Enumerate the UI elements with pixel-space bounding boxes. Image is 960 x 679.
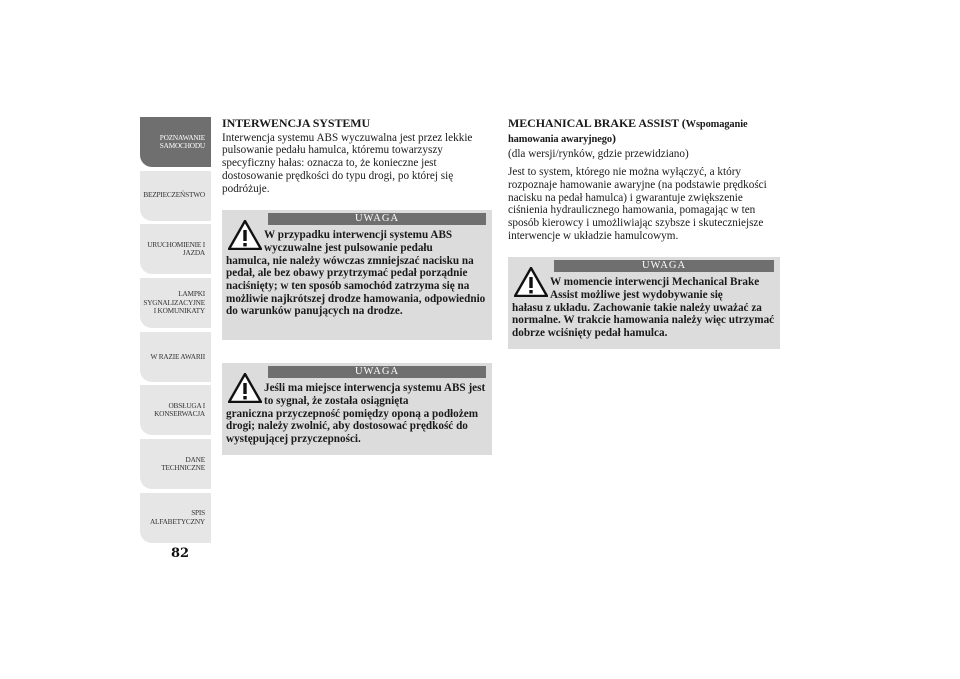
tab-label: OBSŁUGA I KONSERWACJA: [154, 400, 205, 419]
warning-title: UWAGA: [268, 366, 486, 378]
tab-w-razie-awarii[interactable]: [140, 332, 211, 382]
right-column: [508, 117, 780, 349]
tab-label: BEZPIECZEŃSTWO: [143, 190, 205, 200]
section-heading: INTERWENCJA SYSTEMU: [222, 116, 371, 130]
availability-note: (dla wersji/rynków, gdzie przewidziano): [508, 148, 689, 161]
warning-triangle-icon: [228, 373, 262, 403]
tab-uruchomienie-i-jazda[interactable]: [140, 224, 211, 274]
tab-poznawanie-samochodu[interactable]: [140, 117, 211, 167]
warning-text-rest: graniczna przyczepność pomiędzy oponą a podłożem drogi; należy zwolnić, aby dostosować prędkość do występującej przyczepności.: [226, 407, 479, 446]
warning-triangle-icon: [228, 220, 262, 250]
warning-triangle-icon: [514, 267, 548, 297]
heading-sub: Wspomaganie hamowania awaryjnego: [508, 119, 748, 145]
warning-text-rest: hamulca, nie należy wówczas zmniejszać nacisku na pedał, ale bez obawy przytrzymać pedał porządnie naciśnięty; w ten sposób samochód zatrzyma się na możliwie najkrótszej drodze hamowania, odpowiednio do warunków panujących na drodze.: [226, 254, 486, 318]
warning-text-first: W przypadku interwencji systemu ABS wyczuwalne jest pulsowanie pedału: [264, 229, 453, 254]
warning-text-rest: hałasu z układu. Zachowanie takie należy uważać za normalne. W trakcie hamowania należy więc utrzymać dobrze wciśnięty pedał hamulca.: [512, 301, 775, 340]
tab-label: POZNAWANIE SAMOCHODU: [159, 132, 205, 150]
warning-box: [222, 363, 492, 455]
body-paragraph: Interwencja systemu ABS wyczuwalna jest przez lekkie pulsowanie pedału hamulca, któremu towarzyszy specyficzny hałas: oznacza to, że konieczne jest dostosowanie prędkości do typu drogi, po której się podróżuje.: [222, 131, 473, 195]
warning-text-first: W momencie interwencji Mechanical Brake Assist możliwe jest wydobywanie się: [550, 276, 760, 302]
section-heading: [508, 117, 780, 146]
tab-lampki-sygnalizacyjne[interactable]: [140, 278, 211, 328]
warning-title: UWAGA: [554, 260, 774, 272]
tab-label: URUCHOMIENIE I JAZDA: [147, 239, 205, 258]
tab-obsluga-i-konserwacja[interactable]: [140, 385, 211, 435]
body-paragraph: Jest to system, którego nie można wyłączyć, a który rozpoznaje hamowanie awaryjne (na podstawie prędkości nacisku na pedał hamulca) i gwarantuje zwiększenie ciśnienia hydraulicznego hamowania, pomagając w ten sposób kierowcy i umożliwiając szybsze i skuteczniejsze interwencje w układzie hamulcowym.: [508, 166, 767, 242]
left-column: [222, 117, 492, 455]
warning-text-first: Jeśli ma miejsce interwencja systemu ABS jest to sygnał, że została osiągnięta: [264, 382, 486, 407]
tab-label: W RAZIE AWARII: [150, 351, 205, 361]
heading-main: MECHANICAL BRAKE ASSIST (: [508, 116, 686, 130]
warning-box: [508, 257, 780, 349]
warning-box: [222, 210, 492, 340]
page-number: 82: [171, 546, 190, 561]
chapter-tabs: [140, 117, 211, 547]
tab-spis-alfabetyczny[interactable]: [140, 493, 211, 543]
tab-label: LAMPKI SYGNALIZACYJNE I KOMUNIKATY: [143, 289, 205, 316]
tab-dane-techniczne[interactable]: [140, 439, 211, 489]
tab-label: SPIS ALFABETYCZNY: [149, 508, 205, 526]
warning-title: UWAGA: [268, 213, 486, 225]
heading-close: ): [611, 130, 616, 145]
tab-bezpieczenstwo[interactable]: [140, 171, 211, 221]
tab-label: DANE TECHNICZNE: [161, 454, 205, 473]
